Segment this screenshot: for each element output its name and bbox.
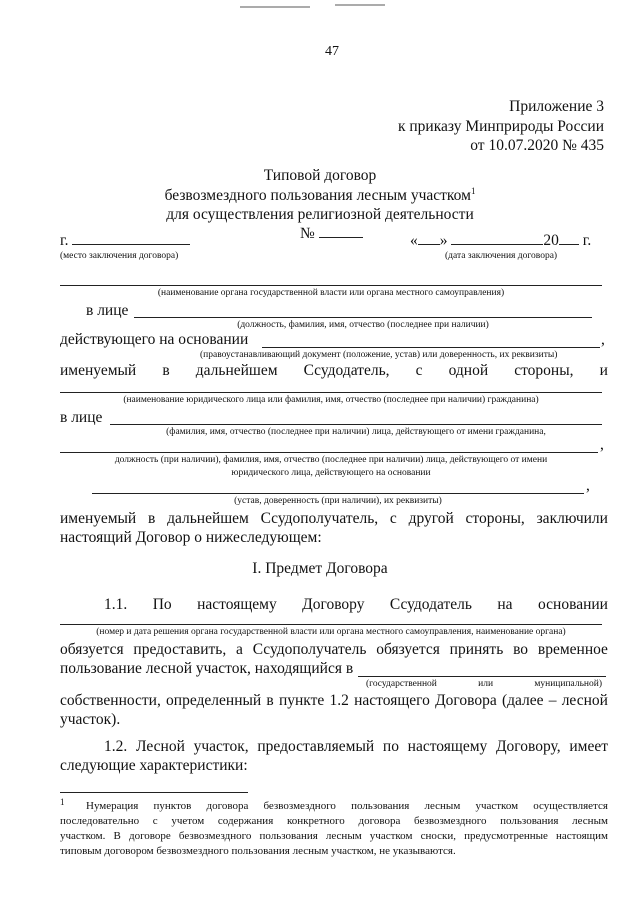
word: – bbox=[548, 692, 557, 709]
word: обязуется bbox=[60, 641, 124, 658]
word: именуемый bbox=[60, 510, 137, 527]
word: предусмотренные bbox=[464, 830, 548, 842]
word: обязуется bbox=[376, 641, 440, 658]
word: собственности, bbox=[60, 692, 161, 709]
day-blank[interactable] bbox=[418, 244, 440, 245]
paragraph-1-1-line-1 bbox=[104, 596, 608, 614]
word: учетом bbox=[171, 815, 205, 827]
footnote-line-4: типовым договором безвозмездного пользования лесным участком, не указываются. bbox=[60, 845, 456, 857]
borrower-named-line-2: настоящий Договор о нижеследующем: bbox=[60, 529, 322, 546]
paragraph-1-1-line-3: пользование лесной участок, находящийся в bbox=[60, 660, 354, 677]
word: (государственной bbox=[366, 679, 437, 689]
word: Ссудополучатель, bbox=[260, 510, 379, 527]
word: или bbox=[478, 679, 494, 689]
month-blank[interactable] bbox=[451, 244, 543, 245]
paragraph-1-1-line-4 bbox=[60, 692, 608, 710]
word: Договору bbox=[302, 596, 365, 613]
word: именуемый bbox=[60, 362, 137, 379]
word: конкретного bbox=[286, 815, 345, 827]
word: пользования bbox=[500, 815, 559, 827]
word: муниципальной) bbox=[534, 679, 602, 689]
decision-line[interactable] bbox=[60, 624, 602, 625]
paragraph-1-2-line-2: следующие характеристики: bbox=[60, 757, 248, 774]
word: заключили bbox=[536, 510, 608, 527]
footnote-separator bbox=[60, 792, 248, 793]
word: настоящему bbox=[407, 738, 488, 755]
footnote-ref: 1 bbox=[470, 186, 476, 196]
word: пользования bbox=[259, 830, 318, 842]
scan-artifact bbox=[335, 4, 385, 6]
footnote-line-1 bbox=[86, 800, 608, 812]
ownership-caption bbox=[366, 679, 602, 689]
lender-person-line[interactable] bbox=[134, 317, 592, 318]
word: лесным bbox=[572, 815, 608, 827]
title-text: безвозмездного пользования лесным участком bbox=[164, 187, 471, 205]
borrower-person-line[interactable] bbox=[110, 424, 602, 425]
word: дальнейшем bbox=[167, 510, 249, 527]
word: договора bbox=[206, 800, 249, 812]
appendix-line-1: Приложение 3 bbox=[509, 98, 604, 115]
contract-number bbox=[300, 225, 363, 243]
city-blank[interactable] bbox=[72, 244, 190, 245]
borrower-named-line bbox=[60, 510, 608, 528]
footnote-line-3 bbox=[60, 830, 608, 842]
ownership-line[interactable] bbox=[358, 676, 606, 677]
word: на bbox=[497, 596, 513, 613]
date-caption: (дата заключения договора) bbox=[445, 251, 558, 261]
word: во bbox=[513, 641, 529, 658]
word: участком bbox=[369, 830, 413, 842]
word: стороны, bbox=[465, 510, 525, 527]
word: последовательно bbox=[60, 815, 140, 827]
title-line-3: для осуществления религиозной деятельности bbox=[166, 206, 474, 223]
borrower-position-caption-1: должность (при наличии), фамилия, имя, отчество (последнее при наличии) лица, действующего от имени bbox=[114, 455, 548, 465]
borrower-person-prefix: в лице bbox=[60, 409, 103, 426]
year-suffix: г. bbox=[582, 232, 592, 249]
word: 1.1. bbox=[104, 596, 128, 613]
date-field bbox=[410, 232, 591, 250]
section-heading: I. Предмет Договора bbox=[252, 560, 388, 577]
word: 1.2 bbox=[329, 692, 349, 709]
word: лесной bbox=[561, 692, 608, 709]
year-prefix: 20 bbox=[543, 232, 559, 249]
word: договора bbox=[358, 815, 401, 827]
word: лесным bbox=[325, 830, 362, 842]
word: одной bbox=[448, 362, 489, 379]
word: стороны, bbox=[514, 362, 574, 379]
title-line-1: Типовой договор bbox=[263, 167, 377, 184]
word: с bbox=[389, 510, 397, 527]
word: содержания bbox=[217, 815, 274, 827]
lender-basis-prefix: действующего на основании bbox=[60, 331, 249, 348]
word: принять bbox=[449, 641, 504, 658]
lender-org-caption: (наименование органа государственной власти или органа местного самоуправления) bbox=[157, 288, 505, 298]
lender-basis-line[interactable] bbox=[262, 347, 600, 348]
word: настоящему bbox=[197, 596, 277, 613]
word: сноски, bbox=[420, 830, 456, 842]
lender-person-prefix: в лице bbox=[86, 302, 129, 319]
word: осуществляется bbox=[533, 800, 608, 812]
word: Договору, bbox=[495, 738, 561, 755]
word: пунктов bbox=[153, 800, 192, 812]
borrower-basis-comma: , bbox=[586, 477, 590, 494]
decision-caption: (номер и дата решения органа государственной власти или органа местного самоуправления, наименование органа) bbox=[96, 627, 566, 637]
word: настоящего bbox=[354, 692, 430, 709]
word: настоящим bbox=[555, 830, 608, 842]
word: По bbox=[152, 596, 172, 613]
scan-artifact bbox=[240, 6, 310, 8]
word: В bbox=[113, 830, 121, 842]
word: определенный bbox=[166, 692, 262, 709]
word: 1.2. bbox=[104, 738, 128, 755]
word: в bbox=[147, 510, 156, 527]
borrower-basis-caption: (устав, доверенность (при наличии), их реквизиты) bbox=[234, 496, 442, 506]
word: участок, bbox=[193, 738, 249, 755]
word: пункте bbox=[278, 692, 325, 709]
borrower-name-caption: (наименование юридического лица или фамилия, имя, отчество (последнее при наличии) гражданина) bbox=[123, 395, 539, 405]
title-line-2 bbox=[0, 186, 640, 205]
word: Лесной bbox=[135, 738, 185, 755]
city-field bbox=[60, 232, 190, 250]
word: предоставить, bbox=[133, 641, 227, 658]
lender-basis-caption: (правоустанавливающий документ (положение, устав) или доверенность, их реквизиты) bbox=[200, 350, 558, 360]
word: другой bbox=[408, 510, 454, 527]
word: дальнейшем bbox=[195, 362, 278, 379]
borrower-comma: , bbox=[600, 436, 604, 453]
quote-open: « bbox=[410, 232, 418, 249]
borrower-position-line[interactable] bbox=[60, 452, 598, 453]
city-caption: (место заключения договора) bbox=[60, 251, 179, 261]
number-label: № bbox=[300, 225, 315, 242]
word: участком. bbox=[60, 830, 106, 842]
word: временное bbox=[537, 641, 608, 658]
word: Ссудополучатель bbox=[252, 641, 367, 658]
word: пользования bbox=[351, 800, 410, 812]
word: Договора bbox=[435, 692, 497, 709]
paragraph-1-2-line-1 bbox=[104, 738, 608, 756]
word: основании bbox=[538, 596, 608, 613]
word: по bbox=[382, 738, 399, 755]
word: Ссудодатель bbox=[389, 596, 472, 613]
city-prefix: г. bbox=[60, 232, 69, 249]
word: предоставляемый bbox=[257, 738, 375, 755]
lender-person-caption: (должность, фамилия, имя, отчество (последнее при наличии) bbox=[237, 320, 489, 330]
word: безвозмездного bbox=[178, 830, 252, 842]
lender-org-line[interactable] bbox=[60, 285, 602, 286]
word: с bbox=[152, 815, 158, 827]
word: (далее bbox=[501, 692, 544, 709]
lender-named-line bbox=[60, 362, 608, 380]
word: имеет bbox=[569, 738, 608, 755]
paragraph-1-1-line-5: участок). bbox=[60, 711, 121, 728]
word: в bbox=[266, 692, 274, 709]
word: Нумерация bbox=[86, 800, 139, 812]
borrower-position-caption-2: юридического лица, действующего на основании bbox=[231, 468, 431, 478]
page-number: 47 bbox=[325, 44, 339, 59]
word: Ссудодатель, bbox=[303, 362, 390, 379]
footnote-line-2 bbox=[60, 815, 608, 827]
word: лесным bbox=[424, 800, 461, 812]
word: договоре bbox=[128, 830, 171, 842]
quote-close: » bbox=[439, 232, 448, 249]
word: участком bbox=[475, 800, 519, 812]
word: безвозмездного bbox=[414, 815, 487, 827]
borrower-name-line[interactable] bbox=[60, 392, 602, 393]
paragraph-1-1-line-2 bbox=[60, 641, 608, 659]
borrower-basis-line[interactable] bbox=[92, 493, 584, 494]
year-blank[interactable] bbox=[559, 244, 579, 245]
borrower-person-caption: (фамилия, имя, отчество (последнее при наличии) лица, действующего от имени гражданина, bbox=[166, 427, 546, 437]
word: в bbox=[162, 362, 170, 379]
word: и bbox=[599, 362, 608, 379]
appendix-line-2: к приказу Минприроды России bbox=[397, 118, 604, 135]
appendix-line-3: от 10.07.2020 № 435 bbox=[470, 137, 604, 154]
number-blank[interactable] bbox=[319, 237, 363, 238]
word: с bbox=[415, 362, 423, 379]
footnote-mark: 1 bbox=[60, 797, 65, 807]
lender-basis-comma: , bbox=[601, 331, 605, 348]
word: а bbox=[236, 641, 243, 658]
word: безвозмездного bbox=[263, 800, 336, 812]
